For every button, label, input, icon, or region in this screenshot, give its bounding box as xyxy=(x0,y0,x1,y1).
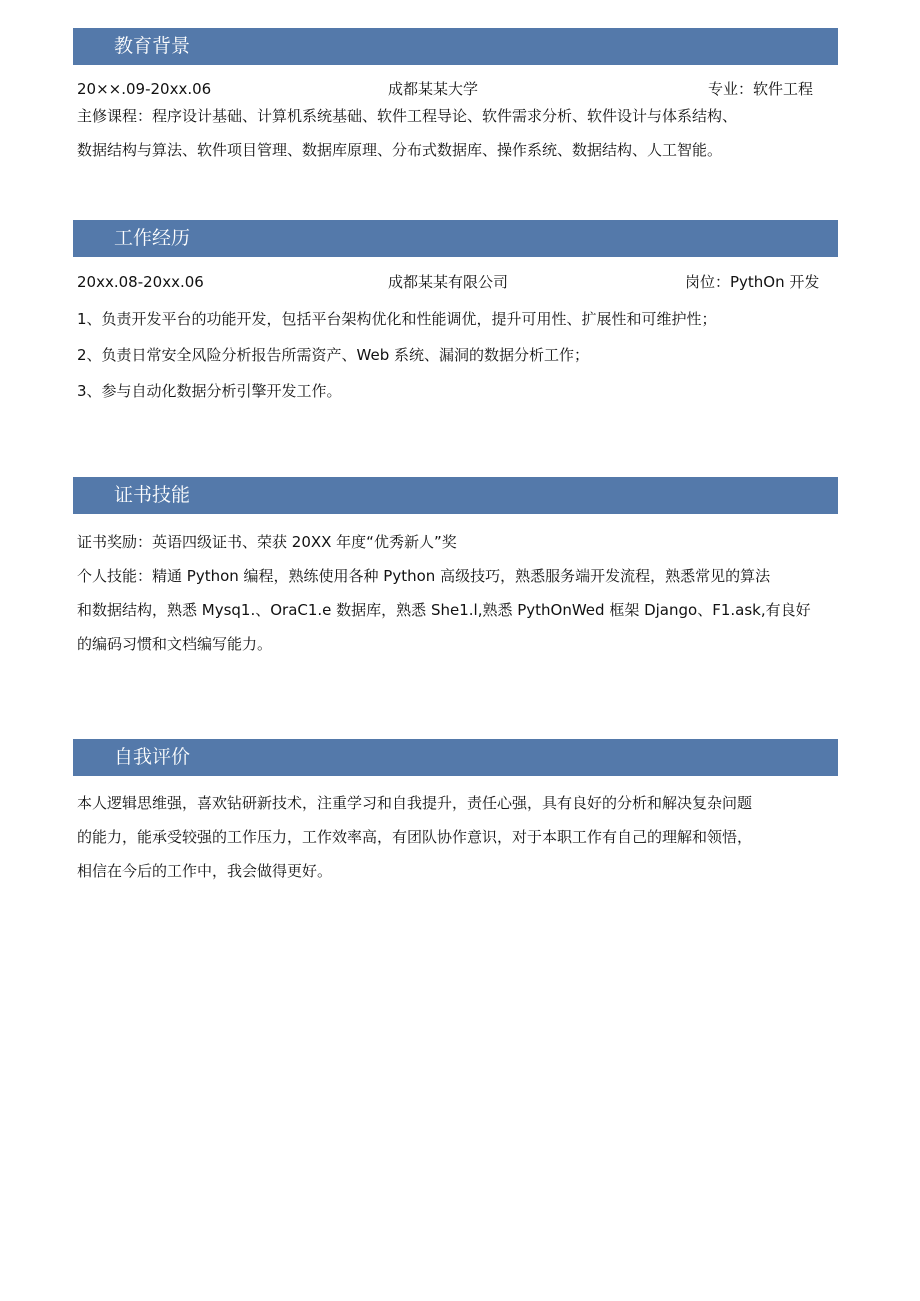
self-eval-content xyxy=(77,786,847,888)
self-eval-line: 的能力，能承受较强的工作压力，工作效率高，有团队协作意识，对于本职工作有自己的理解和领悟， xyxy=(77,828,753,846)
work-duties xyxy=(77,301,847,409)
work-duty-item: 1、负责开发平台的功能开发，包括平台架构优化和性能调优，提升可用性、扩展性和可维护性； xyxy=(77,310,717,328)
education-school: 成都某某大学 xyxy=(388,80,479,98)
education-section-header xyxy=(73,28,838,65)
work-period: 20xx.08-20xx.06 xyxy=(77,273,204,291)
self-eval-section-header xyxy=(73,739,838,776)
education-period: 20××.09-20xx.06 xyxy=(77,80,212,98)
work-duty-item: 2、负责日常安全风险分析报告所需资产、Web 系统、漏洞的数据分析工作； xyxy=(77,346,590,364)
skills-line: 的编码习惯和文档编写能力。 xyxy=(77,635,273,653)
skills-line: 证书奖励：英语四级证书、荣获 20XX 年度“优秀新人”奖 xyxy=(77,533,457,551)
work-title: 工作经历 xyxy=(114,227,191,249)
education-title: 教育背景 xyxy=(114,35,191,57)
education-courses-line: 数据结构与算法、软件项目管理、数据库原理、分布式数据库、操作系统、数据结构、人工智能。 xyxy=(77,141,723,159)
education-courses-line: 主修课程：程序设计基础、计算机系统基础、软件工程导论、软件需求分析、软件设计与体系结构、 xyxy=(77,107,738,125)
work-position: 岗位：PythOn 开发 xyxy=(685,273,820,291)
work-section-header xyxy=(73,220,838,257)
work-company: 成都某某有限公司 xyxy=(388,273,509,291)
education-major: 专业：软件工程 xyxy=(708,80,814,98)
self-eval-line: 相信在今后的工作中，我会做得更好。 xyxy=(77,862,333,880)
skills-title: 证书技能 xyxy=(114,484,191,506)
skills-content xyxy=(77,525,847,661)
self-eval-title: 自我评价 xyxy=(114,746,191,768)
skills-line: 和数据结构，熟悉 Mysq1.、OraC1.e 数据库，熟悉 She1.l,熟悉 PythOnWed 框架 Django、F1.ask,有良好 xyxy=(77,601,811,619)
skills-line: 个人技能：精通 Python 编程，熟练使用各种 Python 高级技巧，熟悉服务端开发流程，熟悉常见的算法 xyxy=(77,567,771,585)
skills-section-header xyxy=(73,477,838,514)
education-courses xyxy=(77,99,847,167)
self-eval-line: 本人逻辑思维强，喜欢钻研新技术，注重学习和自我提升，责任心强，具有良好的分析和解决复杂问题 xyxy=(77,794,753,812)
work-duty-item: 3、参与自动化数据分析引擎开发工作。 xyxy=(77,382,342,400)
